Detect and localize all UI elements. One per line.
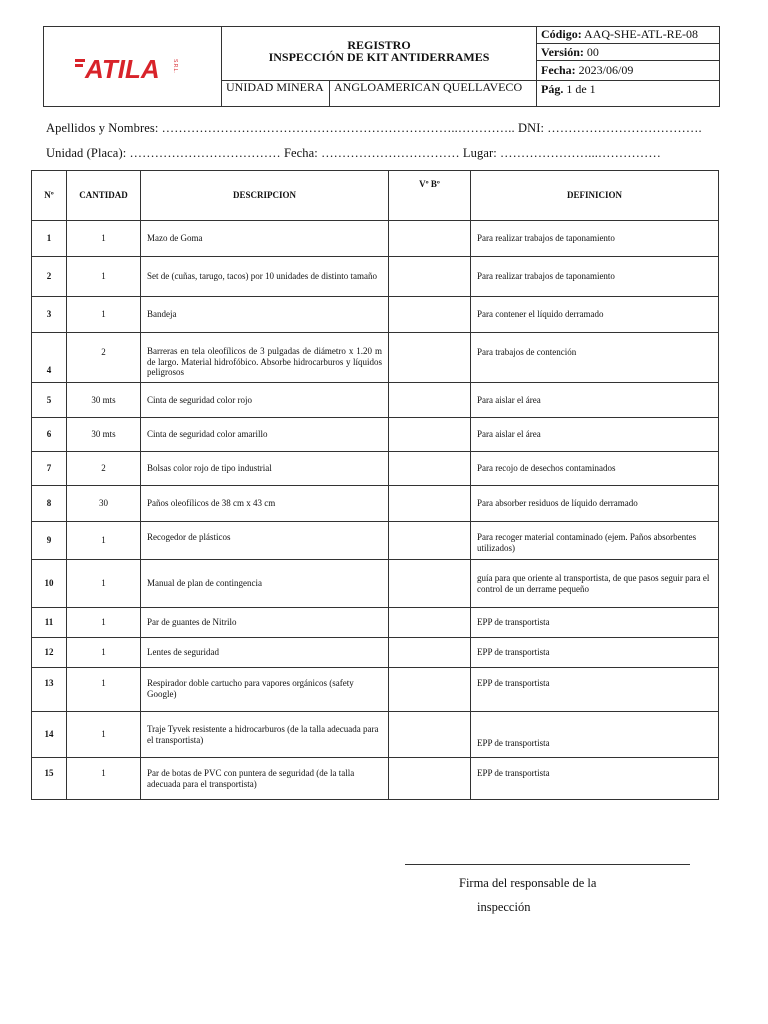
row-vb-check[interactable]: [389, 712, 471, 758]
row-qty: 1: [67, 257, 141, 297]
row-desc: Traje Tyvek resistente a hidrocarburos (de la talla adecuada para el transportista): [141, 712, 389, 758]
row-num: 6: [32, 418, 67, 452]
row-def: EPP de transportista: [471, 638, 719, 668]
logo-cell: [44, 27, 222, 107]
table-row: [32, 418, 719, 452]
row-vb-check[interactable]: [389, 297, 471, 333]
row-vb-check[interactable]: [389, 418, 471, 452]
row-num: 15: [32, 758, 67, 800]
row-desc: Cinta de seguridad color amarillo: [141, 418, 389, 452]
row-def: EPP de transportista: [471, 608, 719, 638]
table-row: [32, 452, 719, 486]
row-num: 13: [32, 668, 67, 712]
row-desc: Respirador doble cartucho para vapores orgánicos (safety Google): [141, 668, 389, 712]
row-vb-check[interactable]: [389, 522, 471, 560]
version-value: 00: [586, 45, 599, 59]
row-qty: 1: [67, 297, 141, 333]
row-def: Para recojo de desechos contaminados: [471, 452, 719, 486]
row-vb-check[interactable]: [389, 758, 471, 800]
pag-label: Pág.: [541, 82, 564, 96]
row-qty: 1: [67, 608, 141, 638]
row-def: Para aislar el área: [471, 383, 719, 418]
header-vb: Vº Bº: [389, 171, 471, 221]
row-def: EPP de transportista: [471, 758, 719, 800]
row-vb-check[interactable]: [389, 333, 471, 383]
row-def: Para recoger material contaminado (ejem. Paños absorbentes utilizados): [471, 522, 719, 560]
row-num: 9: [32, 522, 67, 560]
fecha-label: Fecha:: [541, 63, 576, 77]
row-vb-check[interactable]: [389, 221, 471, 257]
form-line-unit-date-place[interactable]: Unidad (Placa): ……………………………… Fecha: …………………………… Lugar: …………………...……………: [46, 146, 661, 160]
row-qty: 1: [67, 560, 141, 608]
table-row: [32, 333, 719, 383]
header-desc: DESCRIPCION: [141, 171, 389, 221]
row-desc: Mazo de Goma: [141, 221, 389, 257]
page-cell: [537, 81, 720, 107]
row-qty: 1: [67, 758, 141, 800]
row-def: Para realizar trabajos de taponamiento: [471, 257, 719, 297]
table-row: [32, 608, 719, 638]
table-row: [32, 522, 719, 560]
fecha-value: 2023/06/09: [578, 63, 634, 77]
header-def: DEFINICION: [471, 171, 719, 221]
row-vb-check[interactable]: [389, 668, 471, 712]
row-num: 14: [32, 712, 67, 758]
row-desc: Par de botas de PVC con puntera de seguridad (de la talla adecuada para el transportista): [141, 758, 389, 800]
row-num: 5: [32, 383, 67, 418]
row-qty: 30 mts: [67, 383, 141, 418]
row-vb-check[interactable]: [389, 608, 471, 638]
table-row: [32, 383, 719, 418]
row-qty: 1: [67, 221, 141, 257]
row-desc: Cinta de seguridad color rojo: [141, 383, 389, 418]
row-qty: 1: [67, 712, 141, 758]
table-row: [32, 297, 719, 333]
row-num: 12: [32, 638, 67, 668]
row-desc: Recogedor de plásticos: [141, 522, 389, 560]
row-def: Para absorber residuos de líquido derramado: [471, 486, 719, 522]
unidad-label: UNIDAD MINERA: [222, 81, 330, 107]
title-cell: [222, 27, 537, 81]
row-vb-check[interactable]: [389, 257, 471, 297]
row-num: 1: [32, 221, 67, 257]
header-qty: CANTIDAD: [67, 171, 141, 221]
row-desc: Manual de plan de contingencia: [141, 560, 389, 608]
meta-block: [537, 27, 720, 81]
row-desc: Par de guantes de Nitrilo: [141, 608, 389, 638]
table-row: [32, 638, 719, 668]
version-label: Versión:: [541, 45, 584, 59]
row-desc: Barreras en tela oleofílicos de 3 pulgadas de diámetro x 1.20 m de largo. Material hidrofóbico. Absorbe hidrocarburos y líquidos peligrosos: [141, 333, 389, 383]
row-desc: Set de (cuñas, tarugo, tacos) por 10 unidades de distinto tamaño: [141, 257, 389, 297]
row-def: Para realizar trabajos de taponamiento: [471, 221, 719, 257]
table-row: [32, 758, 719, 800]
row-desc: Bandeja: [141, 297, 389, 333]
company-logo: [73, 45, 193, 85]
row-num: 3: [32, 297, 67, 333]
logo-subtext: S.R.L.: [171, 58, 178, 73]
row-vb-check[interactable]: [389, 383, 471, 418]
table-row: [32, 712, 719, 758]
unidad-value: ANGLOAMERICAN QUELLAVECO: [330, 81, 537, 107]
row-num: 11: [32, 608, 67, 638]
table-row: [32, 257, 719, 297]
row-num: 2: [32, 257, 67, 297]
row-vb-check[interactable]: [389, 638, 471, 668]
row-qty: 2: [67, 452, 141, 486]
row-num: 4: [32, 333, 67, 383]
row-desc: Lentes de seguridad: [141, 638, 389, 668]
row-qty: 1: [67, 638, 141, 668]
row-vb-check[interactable]: [389, 486, 471, 522]
inspection-table: [31, 170, 719, 800]
row-qty: 30: [67, 486, 141, 522]
form-line-name-dni[interactable]: Apellidos y Nombres: ……………………………………………………………..………….. DNI: ……………………………….: [46, 121, 702, 135]
row-qty: 30 mts: [67, 418, 141, 452]
pag-value: 1 de 1: [566, 82, 596, 96]
header-num: Nº: [32, 171, 67, 221]
table-row: [32, 560, 719, 608]
logo-text: ATILA: [84, 53, 160, 84]
row-def: EPP de transportista: [471, 712, 719, 758]
doc-title: INSPECCIÓN DE KIT ANTIDERRAMES: [268, 50, 490, 64]
row-num: 8: [32, 486, 67, 522]
row-def: Para trabajos de contención: [471, 333, 719, 383]
signature-line[interactable]: [405, 864, 690, 865]
row-def: Para contener el líquido derramado: [471, 297, 719, 333]
row-def: guía para que oriente al transportista, de que pasos seguir para el control de un derrame pequeño: [471, 560, 719, 608]
codigo-value: AAQ-SHE-ATL-RE-08: [584, 27, 699, 41]
doc-type: REGISTRO: [347, 38, 411, 52]
table-header-row: [32, 171, 719, 221]
row-vb-check[interactable]: [389, 560, 471, 608]
row-desc: Paños oleofílicos de 38 cm x 43 cm: [141, 486, 389, 522]
row-num: 7: [32, 452, 67, 486]
row-qty: 2: [67, 333, 141, 383]
row-def: EPP de transportista: [471, 668, 719, 712]
table-row: [32, 668, 719, 712]
row-def: Para aislar el área: [471, 418, 719, 452]
row-qty: 1: [67, 668, 141, 712]
signature-caption-line2: inspección: [477, 900, 531, 914]
codigo-label: Código:: [541, 27, 582, 41]
row-vb-check[interactable]: [389, 452, 471, 486]
row-num: 10: [32, 560, 67, 608]
table-row: [32, 221, 719, 257]
row-qty: 1: [67, 522, 141, 560]
document-header: [43, 26, 720, 107]
table-row: [32, 486, 719, 522]
signature-caption-line1: Firma del responsable de la: [459, 876, 597, 890]
row-desc: Bolsas color rojo de tipo industrial: [141, 452, 389, 486]
